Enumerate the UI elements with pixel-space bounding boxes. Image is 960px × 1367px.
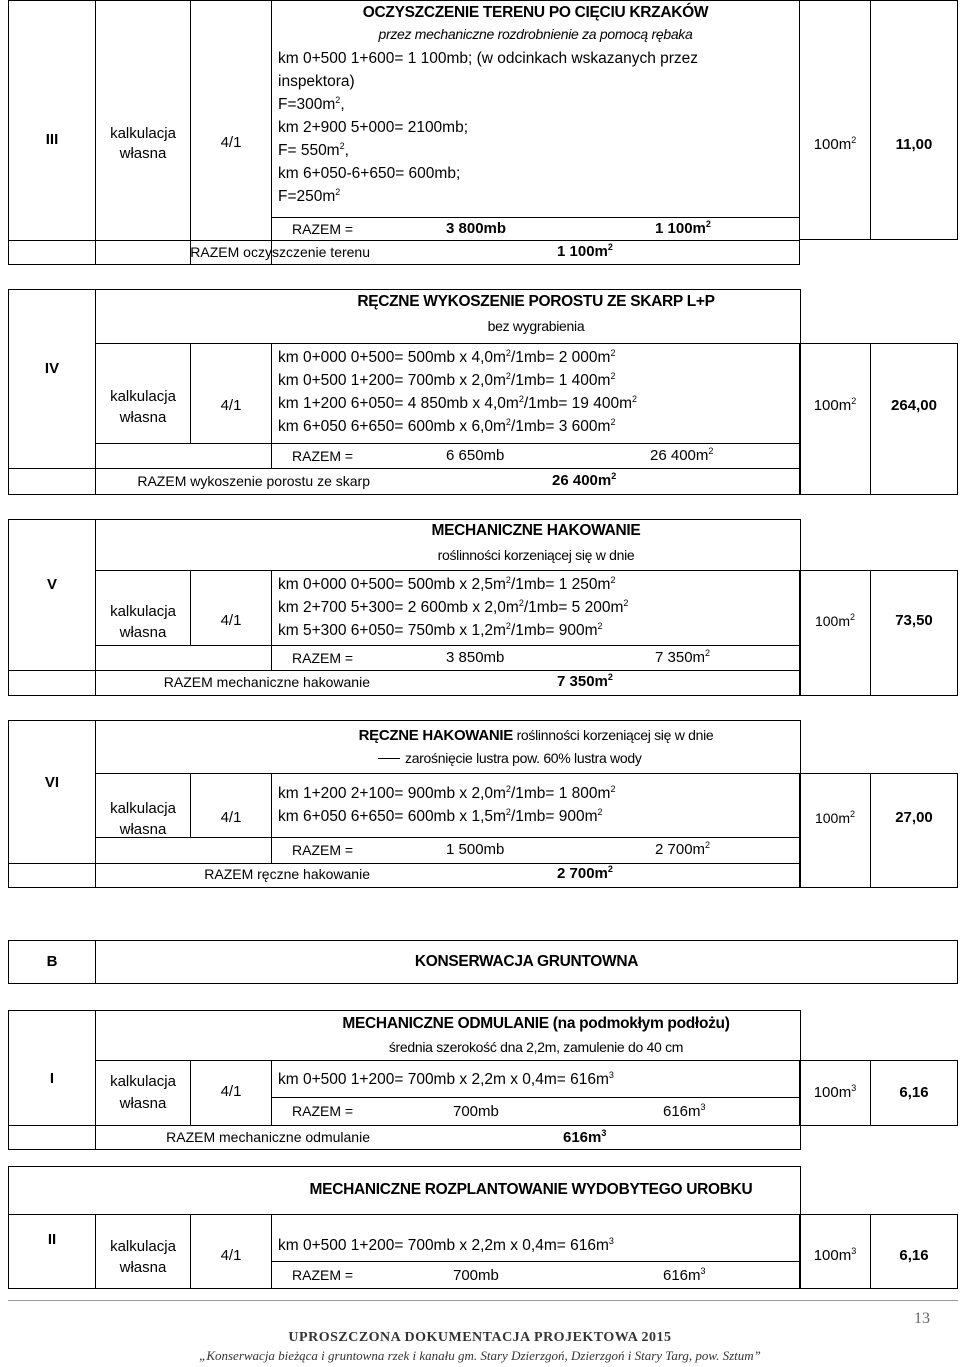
desc-line: $F= 550m^2$,	[278, 141, 349, 159]
total-label: RAZEM mechaniczne hakowanie	[163, 674, 370, 690]
footer-divider	[8, 1300, 958, 1301]
razem-m2: 2 $700m^2$	[655, 840, 711, 858]
quantity: 264,00	[891, 397, 937, 414]
ref-cell	[190, 0, 272, 265]
ref-label: 4/1	[220, 1083, 242, 1100]
footer-title: UPROSZCZONA DOKUMENTACJA PROJEKTOWA 2015	[288, 1330, 672, 1345]
total-label: RAZEM ręczne hakowanie	[204, 866, 370, 882]
description-lines	[278, 782, 798, 828]
razem-label: RAZEM =	[292, 1267, 354, 1283]
razem-m2: 1 $100m^2$	[655, 219, 711, 237]
quantity: 27,00	[895, 809, 933, 826]
unit: $100m^2$	[814, 612, 856, 629]
description-lines	[278, 573, 798, 642]
razem-label: RAZEM =	[292, 842, 354, 858]
total-value: 1 $100m^2$	[557, 242, 613, 260]
section-number: IV	[44, 360, 60, 377]
unit-cell	[799, 0, 871, 240]
section-title: MECHANICZNE HAKOWANIE	[431, 522, 641, 539]
ref-cell	[190, 343, 272, 444]
unit-cell	[799, 343, 871, 495]
total-value: 2 $700m^2$	[557, 864, 613, 882]
razem-label: RAZEM =	[292, 448, 354, 464]
section-number: I	[49, 1070, 55, 1087]
razem-mb: 6 650mb	[446, 447, 505, 464]
desc-line: km 6+050 6+650= 600mb x $6,0m^2/1mb= 3$ $600m^2$	[278, 417, 616, 435]
quantity: 11,00	[895, 136, 933, 153]
description-lines	[278, 1234, 798, 1257]
section-title: MECHANICZNE ODMULANIE (na podmokłym podłożu)	[342, 1015, 730, 1032]
section-subtitle: zarośnięcie lustra pow. 60% lustra wody	[405, 750, 642, 766]
desc-line: km 1+200 2+100= 900mb x $2,0m^2/1mb= 1$ $800m^2$	[278, 784, 616, 802]
description-lines	[278, 346, 798, 438]
razem-label: RAZEM =	[292, 1103, 354, 1119]
qty-cell	[870, 0, 958, 240]
razem-mb: 700mb	[453, 1267, 499, 1284]
ref-label: 4/1	[220, 809, 242, 826]
section-title: RĘCZNE HAKOWANIE roślinności korzeniącej się w dnie	[358, 727, 714, 744]
unit: $100m^2$	[813, 135, 857, 153]
unit: $100m^2$	[813, 396, 857, 414]
ref-label: 4/1	[220, 397, 242, 414]
calc-label: kalkulacja własna	[110, 388, 176, 426]
ref-label: 4/1	[220, 134, 242, 151]
footer-subtitle: „Konserwacja bieżąca i gruntowna rzek i kanału gm. Stary Dzierzgoń, Dzierzgoń i Stary Targ, pow. Sztum”	[199, 1348, 761, 1363]
quantity: 6,16	[899, 1084, 929, 1101]
section-title: OCZYSZCZENIE TERENU PO CIĘCIU KRZAKÓW	[362, 4, 709, 21]
unit: $100m^3$	[813, 1083, 857, 1101]
total-value: 26 $400m^2$	[552, 471, 617, 489]
razem-mb: 3 800mb	[446, 220, 507, 237]
unit-cell	[799, 773, 871, 888]
razem-m3: $616m^3$	[663, 1102, 706, 1120]
total-value: $616m^3$	[563, 1128, 607, 1146]
section-number: VI	[44, 774, 60, 791]
razem-mb: 700mb	[453, 1103, 499, 1120]
section-letter: B	[46, 953, 58, 970]
desc-line: km 0+500 1+200= 700mb x 2,2m x $0,4m= 616m^3$	[278, 1236, 614, 1254]
calc-label: kalkulacja własna	[110, 1238, 176, 1276]
description-lines	[278, 47, 798, 208]
ref-cell	[190, 570, 272, 646]
desc-line: km 0+500 1+200= 700mb x $2,0m^2/1mb= 1$ $400m^2$	[278, 371, 616, 389]
quantity: 6,16	[899, 1247, 929, 1264]
num-cell	[8, 289, 96, 495]
desc-line: $F=300m^2$,	[278, 95, 345, 113]
calc-label: kalkulacja własna	[110, 125, 176, 162]
total-label: RAZEM mechaniczne odmulanie	[166, 1129, 370, 1145]
desc-line: $F=250m^2$	[278, 187, 341, 205]
qty-cell	[870, 570, 958, 696]
calc-label: kalkulacja własna	[110, 603, 176, 641]
desc-line: km 0+000 0+500= 500mb x $4,0m^2/1mb= 2$ $000m^2$	[278, 348, 616, 366]
section-subtitle: bez wygrabienia	[487, 318, 585, 334]
section-number: V	[46, 576, 57, 593]
section-subtitle: przez mechaniczne rozdrobnienie za pomocą rębaka	[378, 26, 693, 42]
desc-line: km 6+050-6+650= 600mb;	[278, 165, 461, 182]
desc-line: inspektora)	[278, 73, 355, 90]
razem-mb: 3 850mb	[446, 649, 505, 666]
quantity: 73,50	[895, 612, 933, 629]
desc-line: km 0+000 0+500= 500mb x $2,5m^2/1mb= 1$ $250m^2$	[278, 575, 616, 593]
desc-line: km 2+900 5+000= 2100mb;	[278, 119, 469, 136]
unit: $100m^3$	[813, 1246, 857, 1264]
total-label: RAZEM wykoszenie porostu ze skarp	[137, 473, 370, 489]
ref-label: 4/1	[220, 1247, 242, 1264]
desc-line: km 5+300 6+050= 750mb x $1,2m^2/1mb= 900m^2$	[278, 621, 603, 639]
unit: $100m^2$	[814, 809, 856, 826]
razem-mb: 1 500mb	[446, 841, 505, 858]
total-label: RAZEM oczyszczenie terenu	[190, 244, 370, 260]
section-subtitle: średnia szerokość dna 2,2m, zamulenie do 40 cm	[388, 1039, 684, 1055]
razem-m2: 7 $350m^2$	[655, 648, 711, 666]
desc-line: km 6+050 6+650= 600mb x $1,5m^2/1mb= 900m^2$	[278, 807, 603, 825]
section-title: KONSERWACJA GRUNTOWNA	[414, 953, 639, 970]
total-value: 7 $350m^2$	[557, 672, 613, 690]
section-number: III	[45, 131, 59, 148]
qty-cell	[870, 773, 958, 888]
desc-line: km 2+700 5+300= 2 600mb x $2,0m^2/1mb= 5$ $200m^2$	[278, 598, 629, 616]
unit-cell	[799, 570, 871, 696]
desc-line: km 0+500 1+600= 1 100mb; (w odcinkach wskazanych przez	[278, 50, 699, 67]
razem-label: RAZEM =	[292, 221, 354, 237]
razem-label: RAZEM =	[292, 650, 354, 666]
section-number: II	[47, 1231, 57, 1248]
description-lines	[278, 1068, 798, 1091]
section-title: MECHANICZNE ROZPLANTOWANIE WYDOBYTEGO UROBKU	[309, 1181, 753, 1198]
calc-label: kalkulacja własna	[110, 800, 176, 838]
section-subtitle: roślinności korzeniącej się w dnie	[437, 547, 635, 563]
qty-cell	[870, 343, 958, 495]
calc-label: kalkulacja własna	[110, 1073, 176, 1112]
desc-line: km 1+200 6+050= 4 850mb x $4,0m^2/1mb= 19$ $400m^2$	[278, 394, 638, 412]
razem-m2: 26 $400m^2$	[650, 446, 714, 464]
ref-label: 4/1	[220, 612, 242, 629]
section-title: RĘCZNE WYKOSZENIE POROSTU ZE SKARP L+P	[357, 293, 715, 310]
ref-cell	[190, 773, 272, 838]
num-cell	[8, 1214, 96, 1289]
desc-line: km 0+500 1+200= 700mb x 2,2m x $0,4m= 616m^3$	[278, 1070, 614, 1088]
page-number: 13	[914, 1310, 930, 1327]
razem-m3: $616m^3$	[663, 1266, 706, 1284]
